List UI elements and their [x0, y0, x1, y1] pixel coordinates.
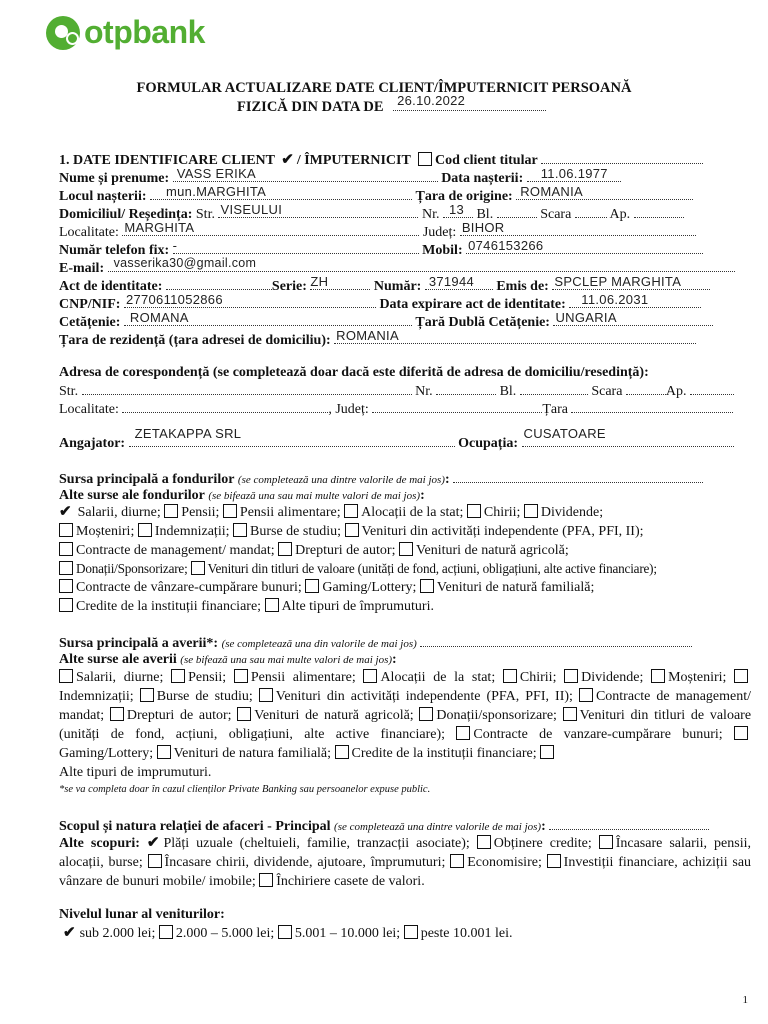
- cor-str-field[interactable]: [82, 381, 412, 395]
- averi-option: Contracte de management/ mandat;: [59, 689, 752, 723]
- venit-checkbox[interactable]: [159, 925, 173, 939]
- nr-field[interactable]: 13: [443, 204, 473, 218]
- emis-de-field[interactable]: SPCLEP MARGHITA: [552, 276, 710, 290]
- averi-checkbox[interactable]: [237, 707, 251, 721]
- scop-option: Închiriere casete de valori.: [276, 874, 425, 889]
- sursa-fonduri-note: (se completează una dintre valorile de mai jos): [237, 474, 445, 486]
- corespondenta-heading: Adresa de corespondență (se completează doar dacă este diferită de adresa de domiciliu/resedință):: [59, 365, 649, 380]
- fonduri-checkbox[interactable]: [59, 542, 73, 556]
- fonduri-option: Moșteniri;: [76, 524, 135, 539]
- cor-ap-field[interactable]: [690, 381, 734, 395]
- cor-tara-field[interactable]: [571, 399, 733, 413]
- venit-checkbox[interactable]: [278, 925, 292, 939]
- averi-option: Chirii;: [519, 670, 557, 685]
- fonduri-checkbox[interactable]: [278, 542, 292, 556]
- fonduri-checkbox[interactable]: [344, 504, 358, 518]
- numar-label: Număr:: [373, 279, 422, 294]
- averi-checkbox[interactable]: [140, 688, 154, 702]
- fonduri-row4: [59, 560, 657, 577]
- alte-scopuri-label: Alte scopuri:: [59, 836, 140, 851]
- page-number: 1: [742, 994, 748, 1006]
- sursa-fonduri-field[interactable]: [453, 469, 703, 483]
- expirare-label: Data expirare act de identitate:: [379, 297, 566, 312]
- averi-checkbox[interactable]: [110, 707, 124, 721]
- judet-field[interactable]: BIHOR: [460, 222, 696, 236]
- averi-checkbox[interactable]: [419, 707, 433, 721]
- locul-nasterii-label: Locul nașterii:: [59, 189, 147, 204]
- client-checkmark-icon[interactable]: ✔: [281, 152, 294, 168]
- tel-fix-label: Număr telefon fix:: [59, 243, 170, 258]
- fonduri-checkbox[interactable]: [59, 598, 73, 612]
- averi-option: Dividende;: [581, 670, 644, 685]
- averi-checkbox[interactable]: [734, 669, 748, 683]
- averi-option: Venituri din activități independente (PFA, PFI, II);: [275, 689, 573, 704]
- ap-field[interactable]: [634, 204, 684, 218]
- averi-checkbox[interactable]: [259, 688, 273, 702]
- fonduri-option: Burse de studiu;: [250, 524, 341, 539]
- averi-option: Credite de la instituții financiare;: [351, 746, 537, 761]
- averi-checkbox[interactable]: [579, 688, 593, 702]
- salarii-checkmark-icon[interactable]: ✔: [59, 504, 72, 520]
- angajator-label: Angajator:: [59, 436, 126, 451]
- fonduri-checkbox[interactable]: [524, 504, 538, 518]
- rezidenta-field[interactable]: ROMANIA: [334, 330, 696, 344]
- averi-checkbox[interactable]: [563, 707, 577, 721]
- sursa-fonduri-label: Sursa principală a fondurilor: [59, 472, 235, 487]
- sursa-averii-note: (se completează una din valorile de mai jos): [221, 638, 417, 650]
- ap-label: Ap.: [609, 207, 631, 222]
- imputernicit-label: / ÎMPUTERNICIT: [296, 153, 411, 168]
- fonduri-row6: [59, 598, 434, 615]
- str-label: Str.: [195, 207, 215, 222]
- fonduri-checkbox[interactable]: [164, 504, 178, 518]
- averi-option: Salarii, diurne;: [76, 670, 164, 685]
- fonduri-option: Contracte de management/ mandat;: [76, 543, 275, 558]
- cor-nr-label: Nr.: [415, 384, 433, 399]
- fonduri-checkbox[interactable]: [467, 504, 481, 518]
- tara-dubla-field[interactable]: UNGARIA: [553, 312, 713, 326]
- serie-label: Serie:: [271, 279, 307, 294]
- alte-surse-averii-note: (se bifează una sau mai multe valori de mai jos): [180, 654, 393, 666]
- mobil-field[interactable]: 0746153266: [466, 240, 703, 254]
- fonduri-checkbox[interactable]: [420, 579, 434, 593]
- numar-field[interactable]: 371944: [425, 276, 493, 290]
- ocupatia-field[interactable]: CUSATOARE: [522, 433, 734, 447]
- alte-surse-fonduri-label: Alte surse ale fondurilor: [59, 488, 205, 503]
- scopul-note: (se completează una dintre valorile de mai jos): [334, 821, 542, 833]
- averi-checkbox[interactable]: [540, 745, 554, 759]
- expirare-field[interactable]: 11.06.2031: [569, 294, 701, 308]
- form-title-line2: FIZICĂ DIN DATA DE: [237, 99, 384, 115]
- scop-checkbox[interactable]: [259, 873, 273, 887]
- scopul-field[interactable]: [549, 816, 709, 830]
- cnp-field[interactable]: 2770611052866: [124, 294, 376, 308]
- averi-checkbox[interactable]: [651, 669, 665, 683]
- scop-option: Investiții financiare, achiziții sau vânzare de bunuri mobile/ imobile;: [59, 855, 752, 889]
- fonduri-option: Dividende;: [540, 505, 604, 520]
- angajator-field[interactable]: ZETAKAPPA SRL: [129, 433, 455, 447]
- venit-option: 2.000 – 5.000 lei;: [175, 926, 275, 941]
- fonduri-option: Contracte de vânzare-cumpărare bunuri;: [76, 580, 302, 595]
- scara-field[interactable]: [575, 204, 607, 218]
- locul-nasterii-field[interactable]: mun.MARGHITA: [150, 186, 412, 200]
- averi-option: Indemnizații;: [59, 689, 134, 704]
- fonduri-option: Drepturi de autor;: [295, 543, 396, 558]
- email-field[interactable]: vasserika30@gmail.com: [108, 258, 735, 272]
- averi-option: Drepturi de autor;: [126, 708, 232, 723]
- averi-footnote: *se va completa doar în cazul clienților Private Banking sau persoanelor expuse public.: [59, 784, 431, 795]
- averi-checkbox[interactable]: [234, 669, 248, 683]
- fonduri-checkbox[interactable]: [59, 523, 73, 537]
- fonduri-option: Venituri de natură familială;: [436, 580, 595, 595]
- tara-dubla-label: Țară Dublă Cetățenie:: [415, 315, 550, 330]
- venit-option: peste 10.001 lei.: [420, 926, 513, 941]
- fonduri-checkbox[interactable]: [138, 523, 152, 537]
- cetatenie-label: Cetățenie:: [59, 315, 121, 330]
- cor-localitate-label: Localitate:: [59, 402, 119, 417]
- fonduri-checkbox[interactable]: [233, 523, 247, 537]
- mobil-label: Mobil:: [422, 243, 463, 258]
- averi-option: Moșteniri;: [668, 670, 727, 685]
- averi-option: Burse de studiu;: [156, 689, 253, 704]
- scop-checkbox[interactable]: [599, 835, 613, 849]
- fonduri-option: Alte tipuri de împrumuturi.: [281, 599, 434, 614]
- fonduri-option: Gaming/Lottery;: [322, 580, 417, 595]
- cor-ap-label: Ap.: [665, 384, 687, 399]
- ocupatia-label: Ocupația:: [458, 436, 518, 451]
- scara-label: Scara: [540, 207, 572, 222]
- cor-bl-label: Bl.: [499, 384, 517, 399]
- form-title-line1: FORMULAR ACTUALIZARE DATE CLIENT/ÎMPUTERNICIT PERSOANĂ: [136, 80, 632, 96]
- fonduri-checkbox[interactable]: [265, 598, 279, 612]
- averi-option: Donații/sponsorizare;: [436, 708, 557, 723]
- scop-checkbox[interactable]: [148, 854, 162, 868]
- cor-localitate-field[interactable]: [122, 399, 328, 413]
- cor-judet-field[interactable]: [372, 399, 542, 413]
- nr-label: Nr.: [421, 207, 440, 222]
- fonduri-option: Donații/Sponsorizare;: [76, 561, 188, 576]
- fonduri-checkbox[interactable]: [399, 542, 413, 556]
- data-nasterii-field[interactable]: 11.06.1977: [527, 168, 621, 182]
- averi-option: Venituri din titluri de valoare (unități de fond, acțiuni, obligațiuni, alte active financiare);: [59, 708, 752, 742]
- fonduri-checkbox[interactable]: [59, 561, 73, 575]
- averi-checkbox[interactable]: [363, 669, 377, 683]
- averi-option: Venituri de natura familială;: [173, 746, 332, 761]
- averi-checkbox[interactable]: [171, 669, 185, 683]
- fonduri-option: Credite de la instituții financiare;: [76, 599, 262, 614]
- averi-checkbox[interactable]: [59, 669, 73, 683]
- averi-option: Pensii;: [188, 670, 227, 685]
- cor-tara-label: Țara: [542, 402, 568, 417]
- judet-label: Județ:: [422, 225, 457, 240]
- averi-option: Venituri de natură agricolă;: [254, 708, 414, 723]
- averi-option: Alte tipuri de imprumuturi.: [59, 765, 212, 780]
- fonduri-option: Venituri din activități independente (PFA, PFI, II);: [361, 524, 644, 539]
- cnp-label: CNP/NIF:: [59, 297, 121, 312]
- fonduri-row2: [59, 523, 644, 540]
- fonduri-checkbox[interactable]: [59, 579, 73, 593]
- fonduri-row5: [59, 579, 594, 596]
- sub-2000-checkmark-icon[interactable]: ✔: [63, 925, 76, 941]
- otpbank-logo: [46, 14, 205, 51]
- averi-checkbox[interactable]: [157, 745, 171, 759]
- averi-checkbox[interactable]: [503, 669, 517, 683]
- tara-origine-label: Țara de origine:: [415, 189, 513, 204]
- fonduri-option: Alocații de la stat;: [361, 505, 464, 520]
- fonduri-row1: [59, 504, 603, 521]
- fonduri-option: Pensii alimentare;: [239, 505, 341, 520]
- fonduri-checkbox[interactable]: [305, 579, 319, 593]
- averi-options: [59, 668, 751, 782]
- cor-scara-field[interactable]: [626, 381, 666, 395]
- scop-option: Obținere credite;: [493, 836, 592, 851]
- fonduri-option: Indemnizații;: [154, 524, 230, 539]
- rezidenta-label: Țara de rezidență (țara adresei de domiciliu):: [59, 333, 331, 348]
- averi-checkbox[interactable]: [335, 745, 349, 759]
- emis-de-label: Emis de:: [496, 279, 549, 294]
- averi-option: Contracte de vanzare-cumpărare bunuri;: [473, 727, 723, 742]
- venituri-label: Nivelul lunar al veniturilor:: [59, 907, 225, 922]
- tara-origine-field[interactable]: ROMANIA: [516, 186, 693, 200]
- cod-client-field[interactable]: [541, 150, 703, 164]
- data-nasterii-label: Data nașterii:: [441, 171, 524, 186]
- cor-nr-field[interactable]: [436, 381, 496, 395]
- fonduri-option: Chirii;: [483, 505, 521, 520]
- fonduri-option: Venituri din titluri de valoare (unități de fond, acțiuni, obligațiuni, alte active financiare);: [207, 561, 657, 576]
- venit-option: 5.001 – 10.000 lei;: [294, 926, 401, 941]
- scopuri-options: [59, 834, 751, 891]
- localitate-label: Localitate:: [59, 225, 119, 240]
- fonduri-option: Salarii, diurne;: [77, 505, 161, 520]
- cetatenie-field[interactable]: ROMANA: [124, 312, 412, 326]
- scop-option: Încasare salarii, pensii, alocații, burse;: [59, 836, 751, 870]
- serie-field[interactable]: ZH: [310, 276, 370, 290]
- section1-heading: 1. DATE IDENTIFICARE CLIENT: [59, 153, 275, 168]
- scop-checkbox[interactable]: [477, 835, 491, 849]
- alte-surse-averii-label: Alte surse ale averii: [59, 652, 177, 667]
- venit-checkbox[interactable]: [404, 925, 418, 939]
- averi-checkbox[interactable]: [456, 726, 470, 740]
- scop-checkbox[interactable]: [450, 854, 464, 868]
- fonduri-option: Pensii;: [181, 505, 220, 520]
- averi-option: Gaming/Lottery;: [59, 746, 154, 761]
- localitate-field[interactable]: MARGHITA: [122, 222, 419, 236]
- email-label: E-mail:: [59, 261, 105, 276]
- alte-surse-fonduri-note: (se bifează una sau mai multe valori de mai jos): [208, 490, 421, 502]
- imputernicit-checkbox[interactable]: [418, 152, 432, 166]
- logo-text: otpbank: [84, 14, 205, 50]
- cor-bl-field[interactable]: [520, 381, 588, 395]
- fonduri-checkbox[interactable]: [191, 561, 205, 575]
- averi-checkbox[interactable]: [734, 726, 748, 740]
- tel-fix-field[interactable]: -: [173, 240, 419, 254]
- cor-judet-label: , Județ:: [328, 402, 369, 417]
- form-date-field[interactable]: 26.10.2022: [393, 97, 546, 111]
- nume-field[interactable]: VASS ERIKA: [173, 168, 438, 182]
- scop-option: Economisire;: [467, 855, 542, 870]
- str-field[interactable]: VISEULUI: [218, 204, 418, 218]
- averi-option: Alocații de la stat;: [380, 670, 496, 685]
- fonduri-row3: [59, 542, 569, 559]
- bl-label: Bl.: [476, 207, 494, 222]
- scopul-label: Scopul și natura relației de afaceri - Principal: [59, 819, 331, 834]
- domiciliu-label: Domiciliul/ Reședința:: [59, 207, 193, 222]
- bl-field[interactable]: [497, 204, 537, 218]
- fonduri-option: Venituri de natură agricolă;: [415, 543, 569, 558]
- averi-option: Pensii alimentare;: [250, 670, 356, 685]
- fonduri-checkbox[interactable]: [345, 523, 359, 537]
- otp-logo-icon: [46, 16, 80, 50]
- scop-option: Încasare chirii, dividende, ajutoare, împrumuturi;: [164, 855, 446, 870]
- venit-option: sub 2.000 lei;: [79, 926, 156, 941]
- cor-str-label: Str.: [59, 384, 79, 399]
- nume-label: Nume și prenume:: [59, 171, 170, 186]
- fonduri-checkbox[interactable]: [223, 504, 237, 518]
- sursa-averii-label: Sursa principală a averii*:: [59, 636, 219, 651]
- venituri-row: [63, 925, 512, 942]
- cor-scara-label: Scara: [591, 384, 623, 399]
- plati-uzuale-checkmark-icon[interactable]: ✔: [146, 835, 160, 851]
- scop-checkbox[interactable]: [547, 854, 561, 868]
- averi-checkbox[interactable]: [564, 669, 578, 683]
- act-identitate-label: Act de identitate:: [59, 279, 163, 294]
- sursa-averii-field[interactable]: [420, 633, 692, 647]
- scop-option: Plăți uzuale (cheltuieli, familie, tranzacții asociate);: [163, 836, 470, 851]
- cod-client-label: Cod client titular: [435, 153, 538, 168]
- act-identitate-field[interactable]: [166, 276, 272, 290]
